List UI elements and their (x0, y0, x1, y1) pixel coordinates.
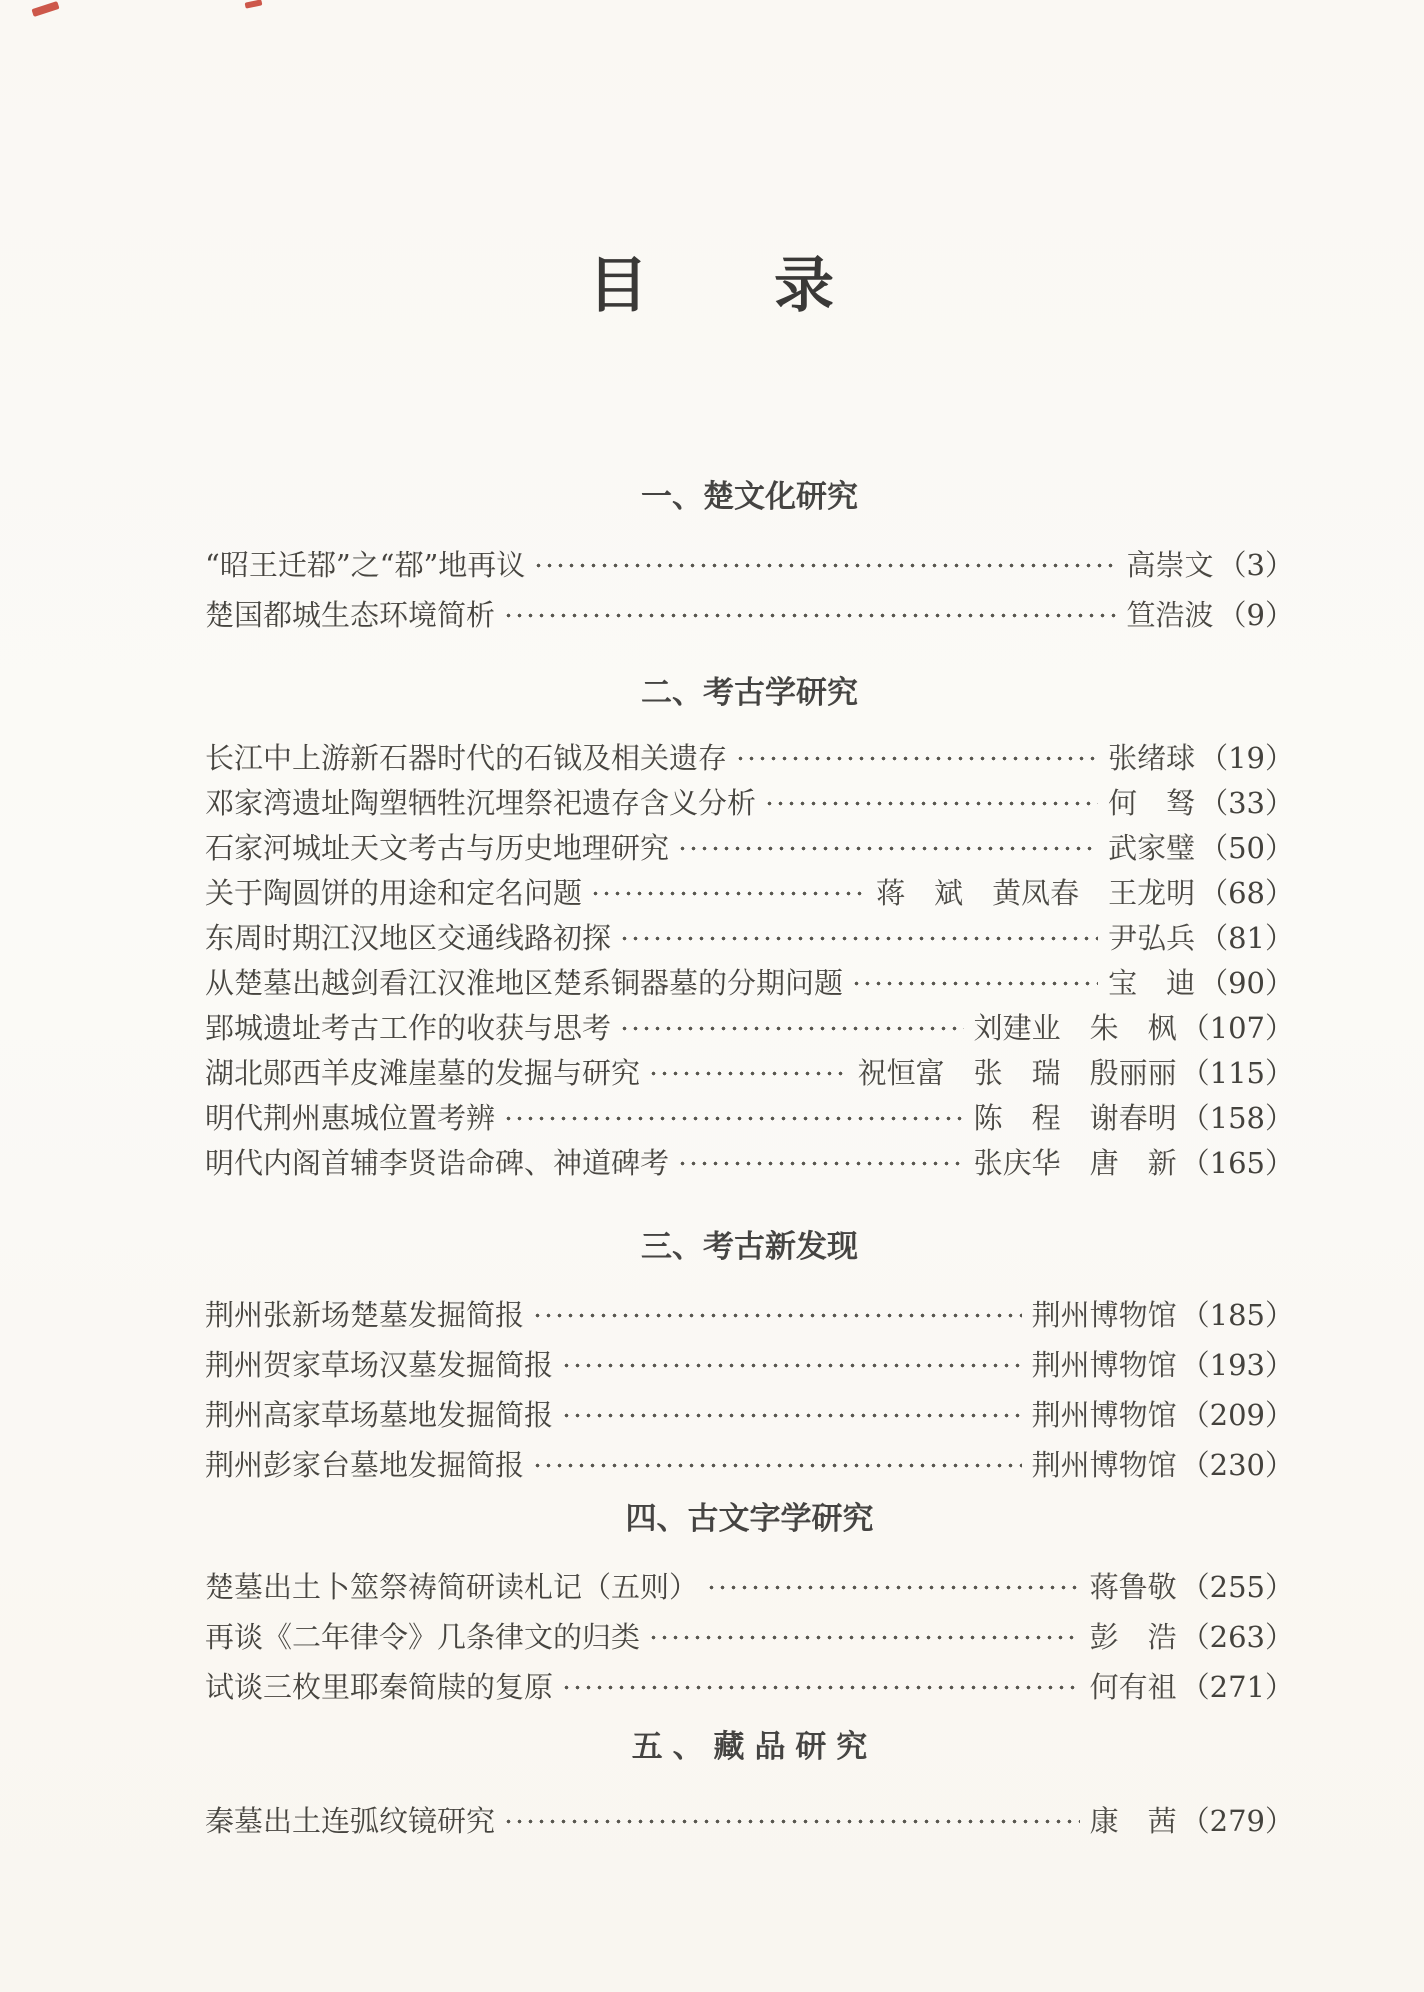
toc-entry (205, 1051, 1294, 1096)
dotted-leader (619, 1014, 964, 1043)
entry-authors: 刘建业 朱 枫 (973, 1011, 1177, 1045)
entry-title: 荆州高家草场墓地发掘简报 (205, 1397, 554, 1432)
entry-page: （209） (1180, 1397, 1294, 1432)
entry-authors: 何 驽 (1108, 786, 1196, 820)
toc-entry (205, 1796, 1294, 1846)
dotted-leader (532, 1301, 1022, 1330)
entry-title: 东周时期江汉地区交通线路初探 (205, 921, 612, 955)
entry-page: （107） (1180, 1011, 1294, 1045)
entry-list (205, 736, 1294, 1186)
entry-list (205, 1290, 1294, 1490)
toc-entry (205, 540, 1294, 590)
entry-authors: 康 茜 (1089, 1803, 1177, 1838)
dotted-leader (735, 744, 1098, 773)
toc-entry (205, 1141, 1294, 1186)
entry-page: （115） (1180, 1056, 1294, 1090)
entry-title: 秦墓出土连弧纹镜研究 (205, 1803, 496, 1838)
entry-page: （165） (1180, 1146, 1294, 1180)
section-chu-culture (205, 480, 1294, 640)
toc-entry (205, 1290, 1294, 1340)
entry-title: 湖北郧西羊皮滩崖墓的发掘与研究 (205, 1056, 641, 1090)
toc-entry (205, 961, 1294, 1006)
entry-page: （279） (1180, 1803, 1294, 1838)
scan-artifact-red-mark (245, 0, 263, 9)
dotted-leader (677, 1149, 964, 1178)
entry-title: 楚墓出土卜筮祭祷简研读札记（五则） (205, 1569, 699, 1604)
dotted-leader (619, 924, 1098, 953)
entry-page: （185） (1180, 1297, 1294, 1332)
entry-authors: 张绪球 (1108, 741, 1196, 775)
entry-page: （255） (1180, 1569, 1294, 1604)
entry-page: （50） (1199, 831, 1294, 865)
entry-page: （33） (1199, 786, 1294, 820)
section-collection-studies (205, 1730, 1294, 1846)
entry-title: 楚国都城生态环境简析 (205, 597, 496, 632)
toc-entry (205, 1340, 1294, 1390)
dotted-leader (648, 1059, 848, 1088)
entry-authors: 陈 程 谢春明 (973, 1101, 1177, 1135)
dotted-leader (590, 879, 866, 908)
entry-title: 郢城遗址考古工作的收获与思考 (205, 1011, 612, 1045)
dotted-leader (561, 1351, 1022, 1380)
dotted-leader (503, 601, 1117, 630)
scan-artifact-red-mark (31, 1, 59, 17)
entry-title: 石家河城址天文考古与历史地理研究 (205, 831, 670, 865)
entry-page: （193） (1180, 1347, 1294, 1382)
entry-authors: 蒋 斌 黄凤春 王龙明 (876, 876, 1196, 910)
entry-page: （3） (1217, 547, 1294, 582)
entry-page: （230） (1180, 1447, 1294, 1482)
entry-authors: 高崇文 (1126, 547, 1214, 582)
toc-entry (205, 871, 1294, 916)
toc-entry (205, 916, 1294, 961)
dotted-leader (503, 1104, 964, 1133)
dotted-leader (706, 1573, 1080, 1602)
dotted-leader (532, 1451, 1022, 1480)
entry-authors: 祝恒富 张 瑞 殷丽丽 (857, 1056, 1177, 1090)
dotted-leader (851, 969, 1098, 998)
entry-page: （158） (1180, 1101, 1294, 1135)
entry-page: （9） (1217, 597, 1294, 632)
entry-page: （90） (1199, 966, 1294, 1000)
dotted-leader (677, 834, 1098, 863)
dotted-leader (561, 1673, 1080, 1702)
entry-page: （68） (1199, 876, 1294, 910)
entry-page: （19） (1199, 741, 1294, 775)
entry-authors: 笪浩波 (1126, 597, 1214, 632)
entry-title: 荆州贺家草场汉墓发掘简报 (205, 1347, 554, 1382)
toc-entry (205, 1006, 1294, 1051)
entry-title: 荆州彭家台墓地发掘简报 (205, 1447, 525, 1482)
toc-entry (205, 781, 1294, 826)
toc-entry (205, 1096, 1294, 1141)
entry-authors: 武家璧 (1108, 831, 1196, 865)
entry-authors: 彭 浩 (1089, 1619, 1177, 1654)
toc-content (0, 480, 1424, 1846)
toc-entry (205, 826, 1294, 871)
dotted-leader (533, 551, 1116, 580)
section-heading: 四、古文字学研究 (625, 1501, 874, 1537)
section-heading: 三、考古新发现 (641, 1229, 858, 1265)
toc-entry (205, 1662, 1294, 1712)
toc-entry (205, 1562, 1294, 1612)
entry-list (205, 540, 1294, 640)
section-paleography (205, 1502, 1294, 1712)
entry-authors: 荆州博物馆 (1031, 1297, 1177, 1332)
dotted-leader (764, 789, 1098, 818)
section-heading: 二、考古学研究 (641, 675, 858, 711)
entry-authors: 尹弘兵 (1108, 921, 1196, 955)
entry-list (205, 1562, 1294, 1712)
entry-title: “昭王迁鄀”之“鄀”地再议 (205, 547, 526, 582)
entry-page: （271） (1180, 1669, 1294, 1704)
dotted-leader (561, 1401, 1022, 1430)
toc-entry (205, 1390, 1294, 1440)
dotted-leader (503, 1807, 1080, 1836)
entry-list (205, 1796, 1294, 1846)
toc-entry (205, 1612, 1294, 1662)
entry-page: （81） (1199, 921, 1294, 955)
section-heading: 五、藏品研究 (631, 1729, 878, 1765)
toc-entry (205, 1440, 1294, 1490)
entry-title: 长江中上游新石器时代的石钺及相关遗存 (205, 741, 728, 775)
page-title: 目 录 (588, 251, 836, 321)
entry-title: 试谈三枚里耶秦简牍的复原 (205, 1669, 554, 1704)
entry-title: 明代荆州惠城位置考辨 (205, 1101, 496, 1135)
entry-authors: 张庆华 唐 新 (973, 1146, 1177, 1180)
dotted-leader (648, 1623, 1080, 1652)
entry-title: 从楚墓出越剑看江汉淮地区楚系铜器墓的分期问题 (205, 966, 844, 1000)
entry-authors: 荆州博物馆 (1031, 1397, 1177, 1432)
entry-authors: 荆州博物馆 (1031, 1347, 1177, 1382)
entry-title: 邓家湾遗址陶塑牺牲沉埋祭祀遗存含义分析 (205, 786, 757, 820)
entry-title: 荆州张新场楚墓发掘简报 (205, 1297, 525, 1332)
entry-title: 关于陶圆饼的用途和定名问题 (205, 876, 583, 910)
entry-authors: 宝 迪 (1108, 966, 1196, 1000)
entry-title: 再谈《二年律令》几条律文的归类 (205, 1619, 641, 1654)
entry-title: 明代内阁首辅李贤诰命碑、神道碑考 (205, 1146, 670, 1180)
toc-entry (205, 736, 1294, 781)
entry-authors: 蒋鲁敬 (1089, 1569, 1177, 1604)
entry-authors: 荆州博物馆 (1031, 1447, 1177, 1482)
section-archaeology-research (205, 676, 1294, 1186)
entry-page: （263） (1180, 1619, 1294, 1654)
entry-authors: 何有祖 (1089, 1669, 1177, 1704)
section-heading: 一、楚文化研究 (641, 479, 858, 515)
section-new-discoveries (205, 1230, 1294, 1490)
toc-entry (205, 590, 1294, 640)
